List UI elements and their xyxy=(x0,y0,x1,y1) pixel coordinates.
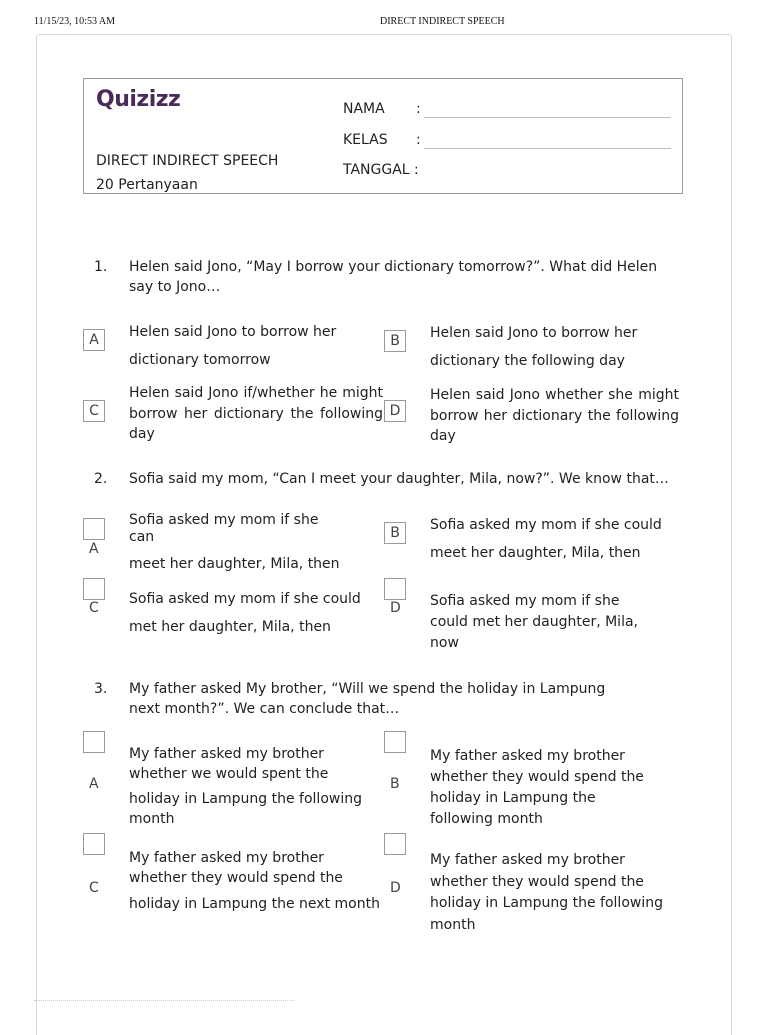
option-a-line: month xyxy=(129,811,175,827)
option-d-line: holiday in Lampung the following xyxy=(430,895,663,911)
tanggal-field xyxy=(343,162,419,178)
option-c-checkbox[interactable] xyxy=(83,833,105,855)
option-d-letter: D xyxy=(390,600,401,616)
quiz-title: DIRECT INDIRECT SPEECH xyxy=(96,153,279,169)
option-a-checkbox[interactable]: A xyxy=(83,329,105,351)
option-b-line: whether they would spend the xyxy=(430,769,644,785)
option-a-line: dictionary tomorrow xyxy=(129,352,271,368)
option-c-line: whether they would spend the xyxy=(129,870,343,886)
option-a-line: My father asked my brother xyxy=(129,746,324,762)
option-d-text xyxy=(430,850,680,936)
option-c-line: holiday in Lampung the next month xyxy=(129,896,380,912)
question-number: 2. xyxy=(94,471,108,487)
option-b-letter: B xyxy=(390,776,400,792)
option-a-checkbox[interactable] xyxy=(83,731,105,753)
option-a-line: holiday in Lampung the following xyxy=(129,791,362,807)
option-c-text xyxy=(129,848,389,914)
print-header xyxy=(0,16,768,30)
quizizz-logo: Quizizz xyxy=(96,87,181,112)
option-b-line: following month xyxy=(430,811,543,827)
option-a-text xyxy=(129,318,379,374)
question-2-text: Sofia said my mom, “Can I meet your daughter, Mila, now?”. We know that… xyxy=(129,471,669,487)
page-footer-mark xyxy=(34,1000,294,1004)
option-a-text xyxy=(129,512,379,574)
print-title: DIRECT INDIRECT SPEECH xyxy=(380,16,505,27)
option-c-checkbox[interactable] xyxy=(83,578,105,600)
option-b-text xyxy=(430,319,680,375)
option-a-line: meet her daughter, Mila, then xyxy=(129,556,340,572)
option-a-line: Helen said Jono to borrow her xyxy=(129,324,337,340)
nama-colon: : xyxy=(416,101,421,117)
option-b-line: holiday in Lampung the xyxy=(430,790,596,806)
option-d-checkbox[interactable] xyxy=(384,578,406,600)
option-d-text xyxy=(430,591,680,654)
option-c-text: Helen said Jono if/whether he might borrow her dictionary the following day xyxy=(129,385,383,442)
option-a-checkbox[interactable] xyxy=(83,518,105,540)
option-d-line: whether they would spend the xyxy=(430,873,644,890)
question-3-text: My father asked My brother, “Will we spend the holiday in Lampung next month?”. We can conclude that… xyxy=(129,681,606,717)
option-b-line: Helen said Jono to borrow her xyxy=(430,325,638,341)
option-d-line: month xyxy=(430,916,476,933)
option-b-checkbox[interactable]: B xyxy=(384,522,406,544)
option-a-letter: A xyxy=(89,541,99,557)
kelas-field xyxy=(343,132,421,148)
option-b-text xyxy=(430,511,680,567)
option-b-line: My father asked my brother xyxy=(430,748,625,764)
option-d-checkbox[interactable] xyxy=(384,833,406,855)
option-d-checkbox[interactable]: D xyxy=(384,400,406,422)
nama-label: NAMA xyxy=(343,101,385,117)
option-b-line: meet her daughter, Mila, then xyxy=(430,545,641,561)
option-a-text xyxy=(129,744,384,829)
option-d-line: Sofia asked my mom if she xyxy=(430,593,620,609)
question-count: 20 Pertanyaan xyxy=(96,177,198,193)
option-d-text: Helen said Jono whether she might borrow her dictionary the following day xyxy=(430,387,679,444)
option-a-line: Sofia asked my mom if she xyxy=(129,512,319,528)
option-c-letter: C xyxy=(89,600,99,616)
nama-line xyxy=(424,117,671,118)
option-b-line: dictionary the following day xyxy=(430,353,625,369)
option-b-checkbox[interactable] xyxy=(384,731,406,753)
print-date: 11/15/23, 10:53 AM xyxy=(34,16,116,27)
option-a-line: can xyxy=(129,529,155,545)
kelas-label: KELAS xyxy=(343,132,388,148)
option-b-checkbox[interactable]: B xyxy=(384,330,406,352)
question-1-text: Helen said Jono, “May I borrow your dictionary tomorrow?”. What did Helen say to Jono… xyxy=(129,259,658,295)
option-c-line: My father asked my brother xyxy=(129,850,324,866)
option-c-line: Sofia asked my mom if she could xyxy=(129,591,361,607)
option-c-letter: C xyxy=(89,880,99,896)
nama-field xyxy=(343,101,421,117)
worksheet-header xyxy=(83,78,683,194)
option-c-checkbox[interactable]: C xyxy=(83,400,105,422)
tanggal-label: TANGGAL : xyxy=(343,162,419,178)
option-a-letter: A xyxy=(89,776,99,792)
kelas-colon: : xyxy=(416,132,421,148)
option-c-text xyxy=(129,585,379,641)
option-d-letter: D xyxy=(390,880,401,896)
option-c-line: met her daughter, Mila, then xyxy=(129,619,331,635)
question-number: 1. xyxy=(94,259,108,275)
option-b-line: Sofia asked my mom if she could xyxy=(430,517,662,533)
option-d-line: now xyxy=(430,635,459,651)
option-a-line: whether we would spent the xyxy=(129,766,329,782)
kelas-line xyxy=(424,148,671,149)
option-d-line: could met her daughter, Mila, xyxy=(430,614,638,630)
option-b-text xyxy=(430,746,680,830)
option-d-line: My father asked my brother xyxy=(430,852,625,868)
question-number: 3. xyxy=(94,681,108,697)
